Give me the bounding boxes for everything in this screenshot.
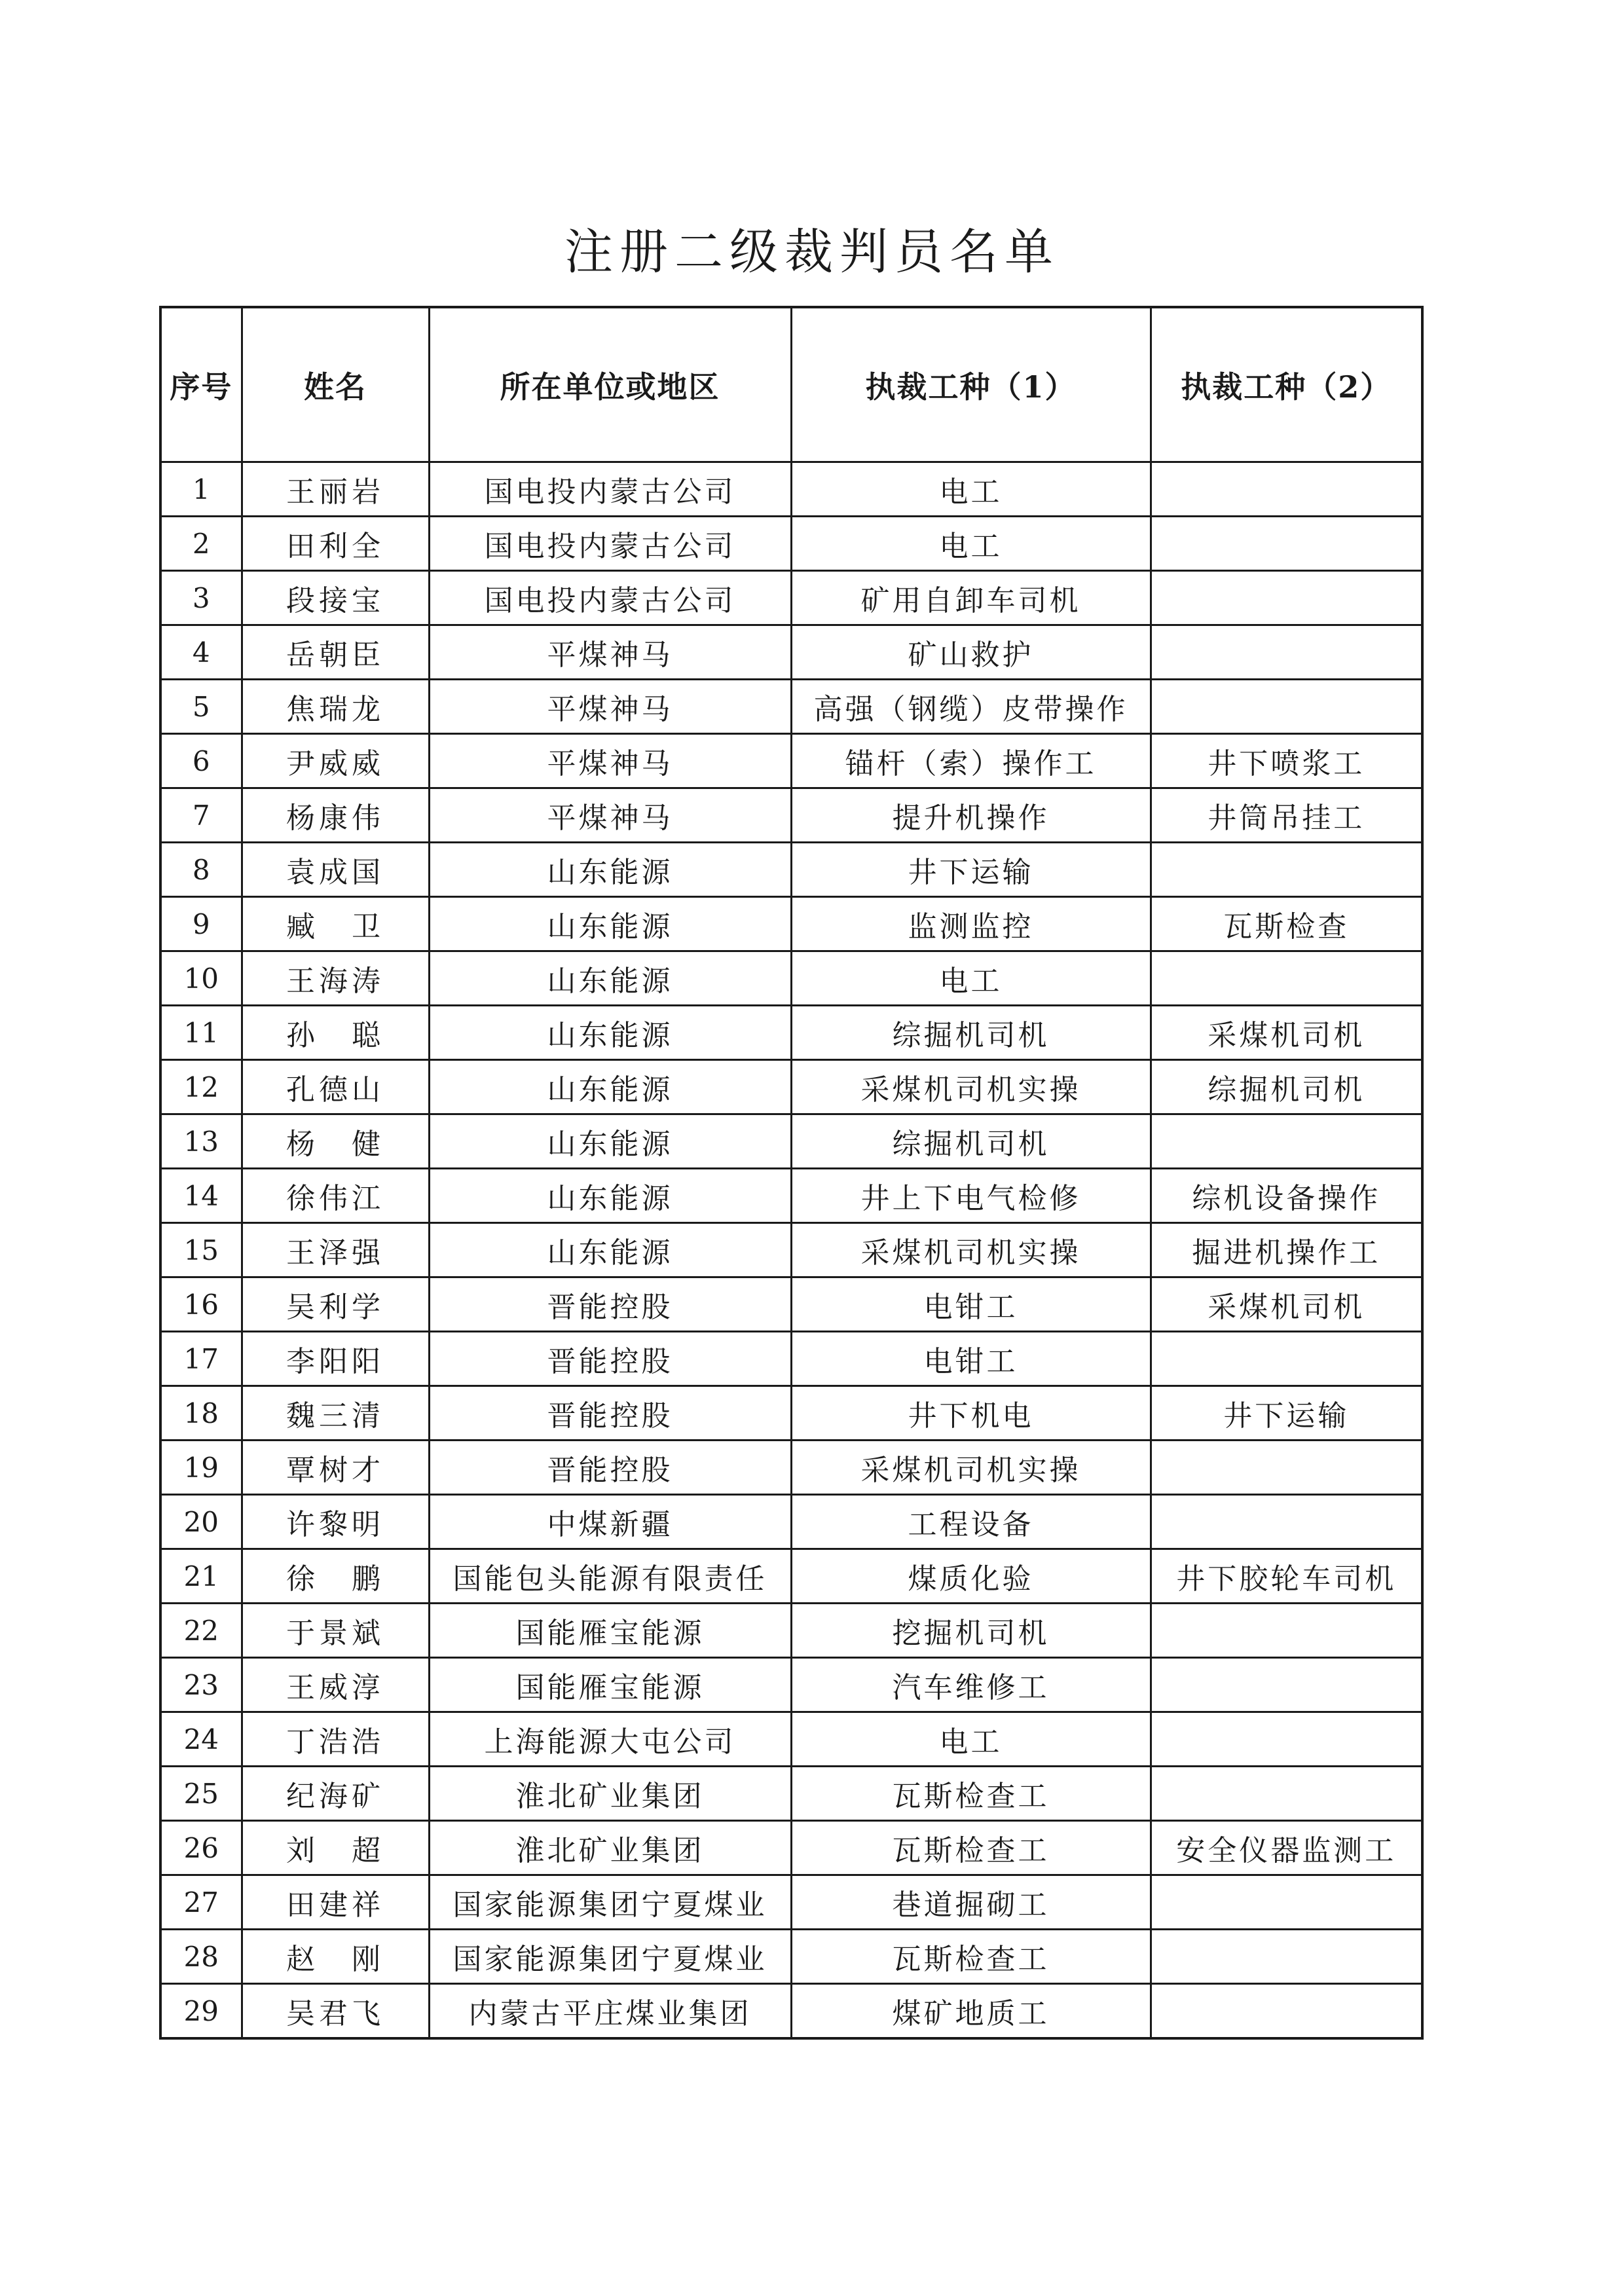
cell-work-type-1: 采煤机司机实操 bbox=[791, 1223, 1151, 1277]
cell-name: 吴君飞 bbox=[242, 1984, 429, 2039]
cell-work-type-1: 矿用自卸车司机 bbox=[791, 571, 1151, 625]
cell-organization: 国能包头能源有限责任 bbox=[429, 1549, 791, 1604]
cell-work-type-2 bbox=[1151, 1441, 1422, 1495]
cell-name: 赵 刚 bbox=[242, 1930, 429, 1984]
cell-name: 段接宝 bbox=[242, 571, 429, 625]
cell-work-type-1: 电工 bbox=[791, 517, 1151, 571]
cell-work-type-1: 工程设备 bbox=[791, 1495, 1151, 1549]
cell-name: 覃树才 bbox=[242, 1441, 429, 1495]
cell-serial-number: 10 bbox=[160, 951, 242, 1006]
cell-name: 袁成国 bbox=[242, 843, 429, 897]
cell-organization: 国能雁宝能源 bbox=[429, 1604, 791, 1658]
cell-serial-number: 18 bbox=[160, 1386, 242, 1441]
cell-work-type-2 bbox=[1151, 951, 1422, 1006]
table-row bbox=[160, 1604, 1422, 1658]
cell-work-type-1: 综掘机司机 bbox=[791, 1006, 1151, 1060]
referee-table bbox=[159, 306, 1424, 2040]
cell-organization: 内蒙古平庄煤业集团 bbox=[429, 1984, 791, 2039]
cell-work-type-1: 挖掘机司机 bbox=[791, 1604, 1151, 1658]
cell-organization: 淮北矿业集团 bbox=[429, 1767, 791, 1821]
cell-serial-number: 26 bbox=[160, 1821, 242, 1875]
cell-serial-number: 9 bbox=[160, 897, 242, 951]
cell-name: 刘 超 bbox=[242, 1821, 429, 1875]
cell-organization: 晋能控股 bbox=[429, 1441, 791, 1495]
cell-serial-number: 7 bbox=[160, 788, 242, 843]
cell-name: 臧 卫 bbox=[242, 897, 429, 951]
cell-work-type-1: 煤矿地质工 bbox=[791, 1984, 1151, 2039]
cell-organization: 淮北矿业集团 bbox=[429, 1821, 791, 1875]
cell-work-type-2 bbox=[1151, 1114, 1422, 1169]
cell-work-type-2 bbox=[1151, 1658, 1422, 1712]
cell-work-type-2 bbox=[1151, 1604, 1422, 1658]
header-name: 姓名 bbox=[242, 307, 429, 462]
cell-organization: 国家能源集团宁夏煤业 bbox=[429, 1930, 791, 1984]
cell-name: 李阳阳 bbox=[242, 1332, 429, 1386]
cell-work-type-2: 井筒吊挂工 bbox=[1151, 788, 1422, 843]
cell-work-type-1: 锚杆（索）操作工 bbox=[791, 734, 1151, 788]
cell-organization: 平煤神马 bbox=[429, 788, 791, 843]
cell-organization: 国电投内蒙古公司 bbox=[429, 571, 791, 625]
cell-name: 王海涛 bbox=[242, 951, 429, 1006]
cell-work-type-2 bbox=[1151, 625, 1422, 680]
cell-work-type-1: 瓦斯检查工 bbox=[791, 1930, 1151, 1984]
cell-work-type-2 bbox=[1151, 843, 1422, 897]
cell-organization: 晋能控股 bbox=[429, 1332, 791, 1386]
cell-name: 王泽强 bbox=[242, 1223, 429, 1277]
table-row bbox=[160, 897, 1422, 951]
cell-serial-number: 6 bbox=[160, 734, 242, 788]
cell-work-type-2: 井下运输 bbox=[1151, 1386, 1422, 1441]
cell-serial-number: 25 bbox=[160, 1767, 242, 1821]
cell-name: 魏三清 bbox=[242, 1386, 429, 1441]
table-row bbox=[160, 1060, 1422, 1114]
header-work-type-1: 执裁工种（1） bbox=[791, 307, 1151, 462]
cell-organization: 山东能源 bbox=[429, 1223, 791, 1277]
cell-work-type-1: 矿山救护 bbox=[791, 625, 1151, 680]
cell-work-type-1: 电钳工 bbox=[791, 1277, 1151, 1332]
cell-name: 杨康伟 bbox=[242, 788, 429, 843]
header-serial-number: 序号 bbox=[160, 307, 242, 462]
cell-work-type-1: 瓦斯检查工 bbox=[791, 1767, 1151, 1821]
cell-name: 许黎明 bbox=[242, 1495, 429, 1549]
cell-work-type-1: 井上下电气检修 bbox=[791, 1169, 1151, 1223]
cell-work-type-2: 掘进机操作工 bbox=[1151, 1223, 1422, 1277]
page-title: 注册二级裁判员名单 bbox=[564, 224, 1060, 280]
cell-serial-number: 29 bbox=[160, 1984, 242, 2039]
cell-organization: 平煤神马 bbox=[429, 734, 791, 788]
cell-serial-number: 28 bbox=[160, 1930, 242, 1984]
cell-serial-number: 27 bbox=[160, 1875, 242, 1930]
cell-organization: 上海能源大屯公司 bbox=[429, 1712, 791, 1767]
cell-work-type-1: 采煤机司机实操 bbox=[791, 1060, 1151, 1114]
cell-name: 王威淳 bbox=[242, 1658, 429, 1712]
table-row bbox=[160, 1332, 1422, 1386]
cell-name: 王丽岩 bbox=[242, 462, 429, 517]
cell-work-type-2 bbox=[1151, 517, 1422, 571]
cell-organization: 山东能源 bbox=[429, 1114, 791, 1169]
cell-work-type-2 bbox=[1151, 1767, 1422, 1821]
cell-work-type-2: 采煤机司机 bbox=[1151, 1006, 1422, 1060]
cell-serial-number: 1 bbox=[160, 462, 242, 517]
table-row bbox=[160, 1767, 1422, 1821]
cell-organization: 国家能源集团宁夏煤业 bbox=[429, 1875, 791, 1930]
cell-name: 吴利学 bbox=[242, 1277, 429, 1332]
table-row bbox=[160, 1658, 1422, 1712]
cell-serial-number: 13 bbox=[160, 1114, 242, 1169]
cell-work-type-1: 提升机操作 bbox=[791, 788, 1151, 843]
cell-organization: 山东能源 bbox=[429, 897, 791, 951]
cell-serial-number: 8 bbox=[160, 843, 242, 897]
cell-name: 杨 健 bbox=[242, 1114, 429, 1169]
table-row bbox=[160, 1223, 1422, 1277]
cell-work-type-2 bbox=[1151, 1495, 1422, 1549]
cell-serial-number: 11 bbox=[160, 1006, 242, 1060]
table-row bbox=[160, 1930, 1422, 1984]
cell-serial-number: 23 bbox=[160, 1658, 242, 1712]
cell-work-type-2: 井下胶轮车司机 bbox=[1151, 1549, 1422, 1604]
cell-organization: 平煤神马 bbox=[429, 680, 791, 734]
table-row bbox=[160, 1875, 1422, 1930]
table-row bbox=[160, 625, 1422, 680]
cell-organization: 山东能源 bbox=[429, 843, 791, 897]
cell-serial-number: 17 bbox=[160, 1332, 242, 1386]
cell-work-type-2 bbox=[1151, 1930, 1422, 1984]
table-row bbox=[160, 1549, 1422, 1604]
table-row bbox=[160, 571, 1422, 625]
cell-organization: 国能雁宝能源 bbox=[429, 1658, 791, 1712]
cell-serial-number: 15 bbox=[160, 1223, 242, 1277]
cell-work-type-1: 综掘机司机 bbox=[791, 1114, 1151, 1169]
cell-work-type-1: 电钳工 bbox=[791, 1332, 1151, 1386]
cell-name: 岳朝臣 bbox=[242, 625, 429, 680]
cell-work-type-1: 煤质化验 bbox=[791, 1549, 1151, 1604]
table-row bbox=[160, 517, 1422, 571]
cell-organization: 山东能源 bbox=[429, 951, 791, 1006]
cell-work-type-2 bbox=[1151, 680, 1422, 734]
cell-organization: 山东能源 bbox=[429, 1169, 791, 1223]
cell-serial-number: 14 bbox=[160, 1169, 242, 1223]
table-row bbox=[160, 1712, 1422, 1767]
cell-work-type-2: 安全仪器监测工 bbox=[1151, 1821, 1422, 1875]
cell-serial-number: 5 bbox=[160, 680, 242, 734]
cell-work-type-1: 电工 bbox=[791, 1712, 1151, 1767]
table-row bbox=[160, 1495, 1422, 1549]
cell-name: 尹威威 bbox=[242, 734, 429, 788]
cell-work-type-1: 电工 bbox=[791, 462, 1151, 517]
cell-work-type-2 bbox=[1151, 1712, 1422, 1767]
table-row bbox=[160, 462, 1422, 517]
cell-work-type-2: 综掘机司机 bbox=[1151, 1060, 1422, 1114]
cell-work-type-1: 监测监控 bbox=[791, 897, 1151, 951]
cell-work-type-2 bbox=[1151, 1875, 1422, 1930]
cell-serial-number: 24 bbox=[160, 1712, 242, 1767]
table-row bbox=[160, 1821, 1422, 1875]
cell-work-type-2 bbox=[1151, 1332, 1422, 1386]
table-row bbox=[160, 788, 1422, 843]
cell-name: 孔德山 bbox=[242, 1060, 429, 1114]
header-work-type-2: 执裁工种（2） bbox=[1151, 307, 1422, 462]
cell-name: 于景斌 bbox=[242, 1604, 429, 1658]
cell-organization: 中煤新疆 bbox=[429, 1495, 791, 1549]
cell-serial-number: 2 bbox=[160, 517, 242, 571]
cell-work-type-2 bbox=[1151, 571, 1422, 625]
table-body bbox=[160, 462, 1422, 2039]
cell-organization: 国电投内蒙古公司 bbox=[429, 462, 791, 517]
table-row bbox=[160, 1386, 1422, 1441]
cell-work-type-1: 井下运输 bbox=[791, 843, 1151, 897]
cell-serial-number: 22 bbox=[160, 1604, 242, 1658]
cell-work-type-1: 瓦斯检查工 bbox=[791, 1821, 1151, 1875]
cell-serial-number: 4 bbox=[160, 625, 242, 680]
cell-name: 孙 聪 bbox=[242, 1006, 429, 1060]
cell-name: 丁浩浩 bbox=[242, 1712, 429, 1767]
cell-organization: 平煤神马 bbox=[429, 625, 791, 680]
cell-work-type-2: 井下喷浆工 bbox=[1151, 734, 1422, 788]
cell-name: 徐伟江 bbox=[242, 1169, 429, 1223]
cell-work-type-2: 瓦斯检查 bbox=[1151, 897, 1422, 951]
cell-work-type-1: 巷道掘砌工 bbox=[791, 1875, 1151, 1930]
cell-serial-number: 12 bbox=[160, 1060, 242, 1114]
cell-organization: 山东能源 bbox=[429, 1060, 791, 1114]
table-row bbox=[160, 1114, 1422, 1169]
cell-organization: 晋能控股 bbox=[429, 1277, 791, 1332]
table-row bbox=[160, 1169, 1422, 1223]
cell-serial-number: 16 bbox=[160, 1277, 242, 1332]
cell-work-type-2: 采煤机司机 bbox=[1151, 1277, 1422, 1332]
header-organization: 所在单位或地区 bbox=[429, 307, 791, 462]
table-row bbox=[160, 1984, 1422, 2039]
cell-name: 徐 鹏 bbox=[242, 1549, 429, 1604]
cell-work-type-1: 高强（钢缆）皮带操作 bbox=[791, 680, 1151, 734]
cell-serial-number: 21 bbox=[160, 1549, 242, 1604]
table-row bbox=[160, 843, 1422, 897]
cell-name: 焦瑞龙 bbox=[242, 680, 429, 734]
cell-work-type-1: 井下机电 bbox=[791, 1386, 1151, 1441]
cell-organization: 晋能控股 bbox=[429, 1386, 791, 1441]
cell-work-type-1: 电工 bbox=[791, 951, 1151, 1006]
table-row bbox=[160, 1441, 1422, 1495]
cell-name: 纪海矿 bbox=[242, 1767, 429, 1821]
cell-work-type-1: 汽车维修工 bbox=[791, 1658, 1151, 1712]
cell-serial-number: 19 bbox=[160, 1441, 242, 1495]
table-row bbox=[160, 1006, 1422, 1060]
table-row bbox=[160, 1277, 1422, 1332]
cell-work-type-1: 采煤机司机实操 bbox=[791, 1441, 1151, 1495]
cell-organization: 山东能源 bbox=[429, 1006, 791, 1060]
cell-work-type-2: 综机设备操作 bbox=[1151, 1169, 1422, 1223]
table-row bbox=[160, 680, 1422, 734]
table-row bbox=[160, 734, 1422, 788]
cell-serial-number: 3 bbox=[160, 571, 242, 625]
cell-work-type-2 bbox=[1151, 462, 1422, 517]
cell-serial-number: 20 bbox=[160, 1495, 242, 1549]
cell-organization: 国电投内蒙古公司 bbox=[429, 517, 791, 571]
table-header-row bbox=[160, 307, 1422, 462]
table-row bbox=[160, 951, 1422, 1006]
cell-name: 田利全 bbox=[242, 517, 429, 571]
cell-name: 田建祥 bbox=[242, 1875, 429, 1930]
cell-work-type-2 bbox=[1151, 1984, 1422, 2039]
